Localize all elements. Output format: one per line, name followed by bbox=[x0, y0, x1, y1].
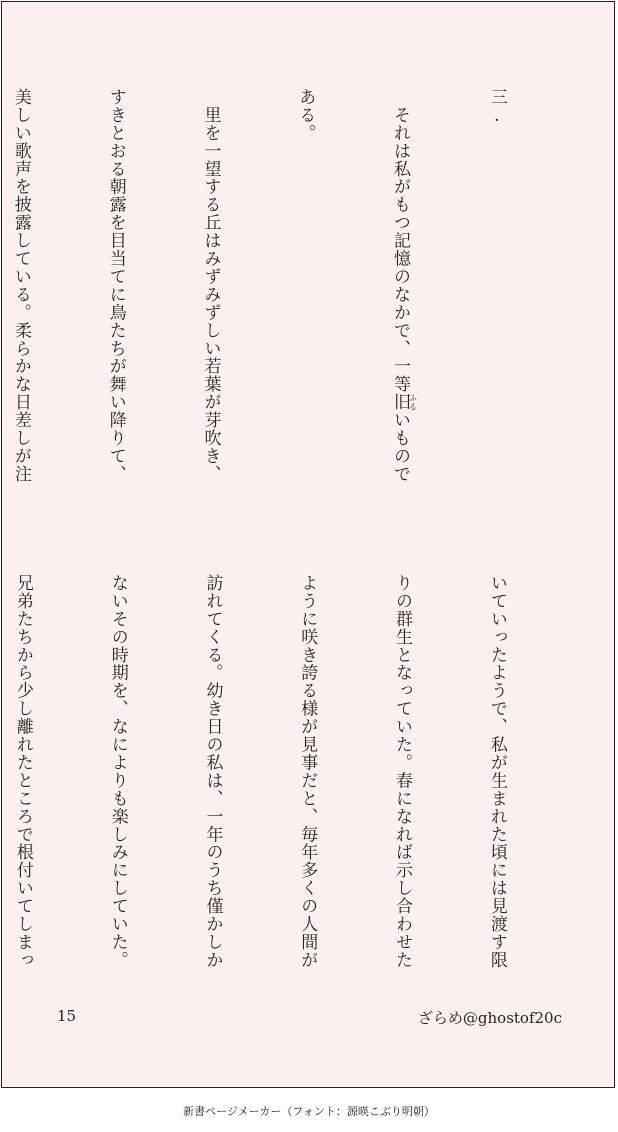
text-line: 美しい歌声を披露している。柔らかな日差しが注 bbox=[10, 88, 31, 483]
text-line: ように咲き誇る様が見事だと、毎年多くの人間が bbox=[297, 574, 318, 969]
author-handle: ざらめ@ghostof20c bbox=[417, 1009, 562, 1027]
book-page bbox=[1, 1, 615, 1088]
text-line: すきとおる朝露を目当てに鳥たちが舞い降りて、 bbox=[105, 88, 126, 483]
lower-text-block bbox=[12, 574, 575, 1014]
tool-credit: 新書ページメーカー（フォント：源暎こぶり明朝） bbox=[183, 1105, 435, 1118]
text-line bbox=[383, 88, 417, 528]
text-line: りの群生となっていた。春になれば示し合わせた bbox=[392, 574, 413, 969]
text-line-part: それは私がもつ記憶のなかで、一等 bbox=[390, 88, 411, 394]
text-line: 兄弟たちから少し離れたところで根付いてしまっ bbox=[12, 574, 33, 969]
text-line-part: いもので bbox=[390, 411, 411, 483]
chapter-heading: 三. bbox=[486, 88, 507, 127]
text-line: 訪れてくる。幼き日の私は、一年のうち僅かしか bbox=[202, 574, 223, 969]
ruby-base: 旧 bbox=[390, 393, 411, 412]
page-number: 15 bbox=[57, 1007, 77, 1025]
text-line: 里を一望する丘はみずみずしい若葉が芽吹き、 bbox=[200, 88, 221, 483]
text-line: ないその時期を、なによりも楽しみにしていた。 bbox=[107, 574, 128, 969]
ruby-word bbox=[390, 393, 418, 412]
upper-text-block bbox=[10, 88, 575, 528]
text-line: いていったようで、私が生まれた頃には見渡す限 bbox=[486, 574, 507, 969]
text-line: ある。 bbox=[295, 88, 316, 142]
ruby-reading: ふる bbox=[408, 393, 418, 412]
